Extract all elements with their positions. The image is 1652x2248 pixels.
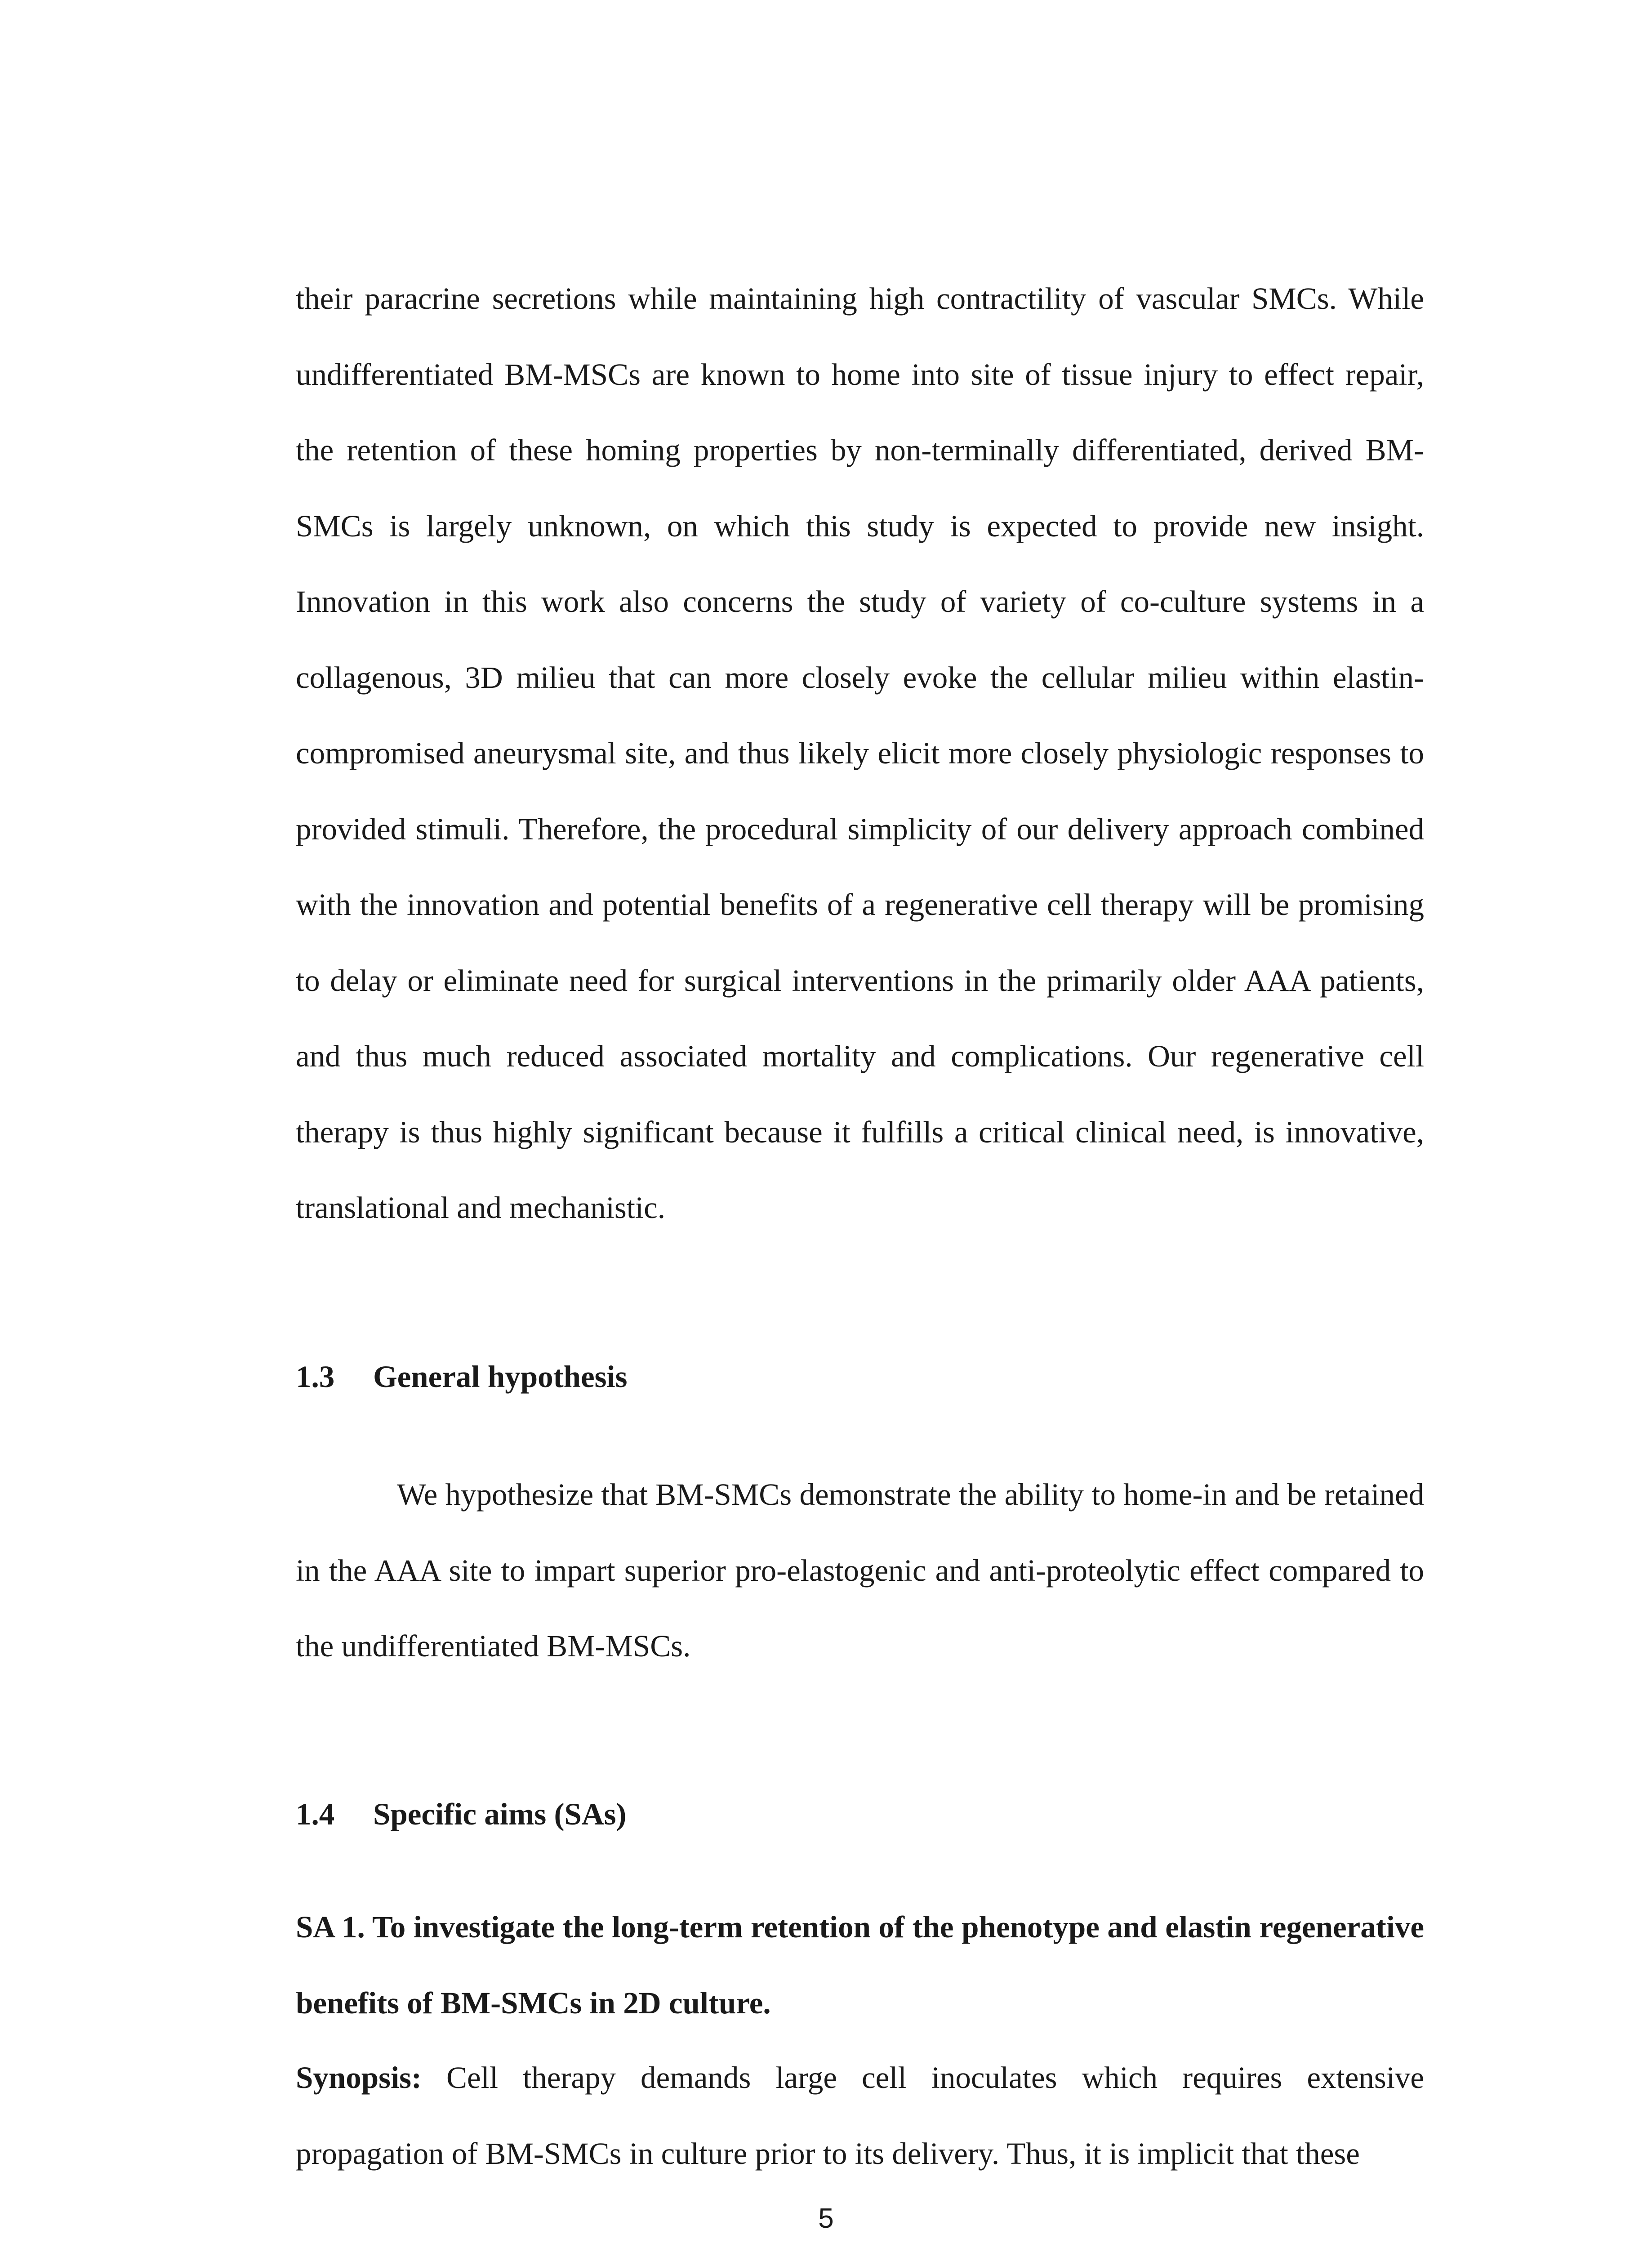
section-title: General hypothesis [373,1360,628,1394]
section-heading-general-hypothesis [296,1354,627,1399]
synopsis-text: Cell therapy demands large cell inoculates which requires extensive propagation of BM-SMCs in culture prior to its delivery. Thus, it is implicit that these [296,2061,1424,2171]
section-title: Specific aims (SAs) [373,1797,627,1831]
section-number: 1.3 [296,1360,335,1394]
body-paragraph: their paracrine secretions while maintaining high contractility of vascular SMCs. While undifferentiated BM-MSCs are known to home into site of tissue injury to effect repair, the retention of these homing properties by non-terminally differentiated, derived BM-SMCs is largely unknown, on which this study is expected to provide new insight. Innovation in this work also concerns the study of variety of co-culture systems in a collagenous, 3D milieu that can more closely evoke the cellular milieu within elastin-compromised aneurysmal site, and thus likely elicit more closely physiologic responses to provided stimuli. Therefore, the procedural simplicity of our delivery approach combined with the innovation and potential benefits of a regenerative cell therapy will be promising to delay or eliminate need for surgical interventions in the primarily older AAA patients, and thus much reduced associated mortality and complications. Our regenerative cell therapy is thus highly significant because it fulfills a critical clinical need, is innovative, translational and mechanistic. [296,281,1424,1225]
synopsis-label: Synopsis: [296,2061,422,2095]
specific-aim-1-heading: SA 1. To investigate the long-term retention of the phenotype and elastin regenerative benefits of BM-SMCs in 2D culture. [296,1910,1424,2020]
page-number: 5 [818,2203,834,2234]
synopsis-paragraph [296,2040,1424,2191]
section-heading-specific-aims [296,1792,626,1837]
hypothesis-paragraph: We hypothesize that BM-SMCs demonstrate the ability to home-in and be retained in the AAA site to impart superior pro-elastogenic and anti-proteolytic effect compared to the undifferentiated BM-MSCs. [296,1477,1424,1663]
section-number: 1.4 [296,1797,335,1831]
